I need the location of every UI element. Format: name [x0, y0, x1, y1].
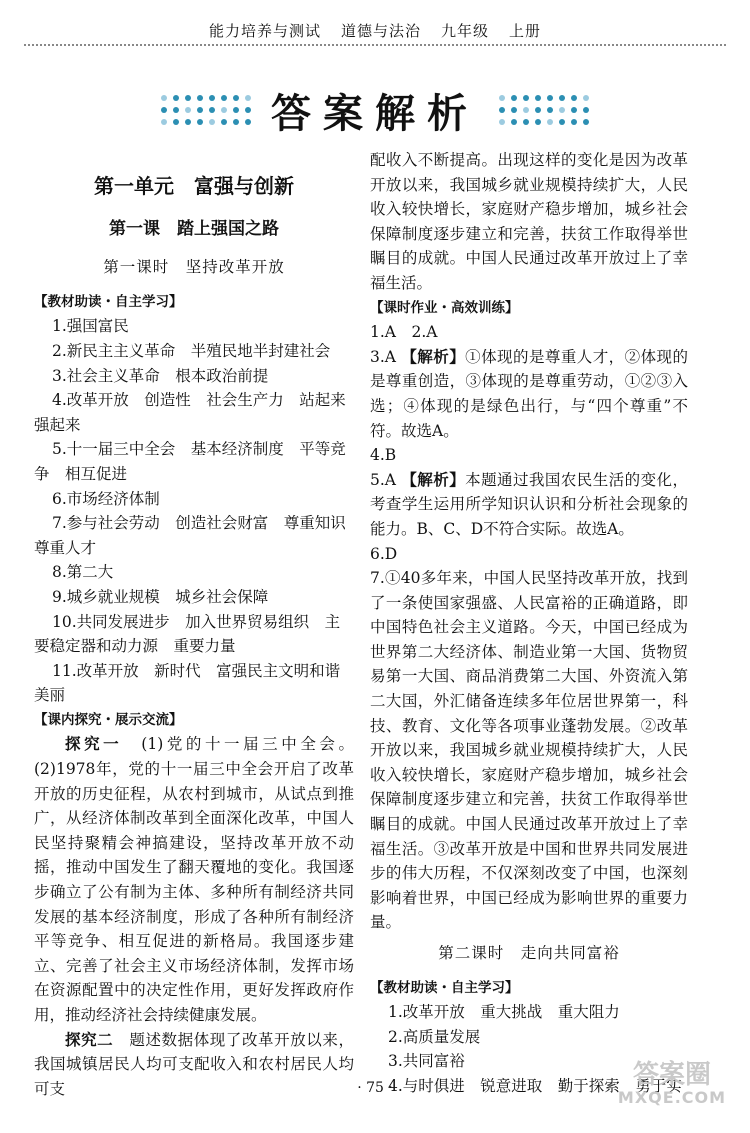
answer-3-choice: 3.A	[370, 347, 396, 366]
answer-4: 4.B	[370, 446, 397, 465]
answer-5	[370, 468, 688, 542]
answer-6: 6.D	[370, 544, 398, 563]
explore-one-text: (1)党的十一届三中全会。(2)1978年，党的十一届三中全会开启了改革开放的历史征程，从农村到城市，从试点到推广，从经济体制改革到全面深化改革，中国人民坚持聚精会神搞建设，坚持改革开放不动摇，推动中国发生了翻天覆地的变化。我国逐步确立了公有制为主体、多种所有制经济共同发展的基本经济制度，形成了各种所有制经济平等竞争、相互促进的新格局。我国逐步建立、完善了社会主义市场经济体制，发挥市场在资源配置中的决定性作用，更好发挥政府作用，推动经济社会持续健康发展。	[34, 735, 354, 1024]
answer-line: 8.第二大	[52, 563, 114, 582]
lesson-title: 第一课 踏上强国之路	[109, 218, 279, 239]
answer-line: 4.与时俱进 锐意进取 勤于探索 勇于实	[388, 1076, 682, 1095]
answer-line: 11.改革开放 新时代 富强民主文明和谐	[52, 661, 341, 680]
answer-line: 3.社会主义革命 根本政治前提	[52, 366, 269, 385]
header-book: 能力培养与测试	[203, 22, 327, 40]
answer-3-text: ①体现的是尊重人才，②体现的是尊重创造，③体现的是尊重劳动，①②③入选；④体现的是绿色出行，与“四个尊重”不符。故选A。	[370, 347, 688, 440]
dot-pattern-right	[497, 93, 591, 127]
header-subject: 道德与法治	[335, 22, 427, 40]
answer-line: 3.共同富裕	[388, 1052, 465, 1071]
period-two-title: 第二课时 走向共同富裕	[438, 944, 620, 962]
explore-two-text: 题述数据体现了改革开放以来，我国城镇居民人均可支配收入和农村居民人均可支	[34, 1030, 354, 1098]
explore-two-label: 探究二	[65, 1029, 114, 1049]
analysis-tag: 【解析】	[401, 346, 466, 366]
page-number: · 75 ·	[357, 1080, 393, 1096]
page-title: 答案解析	[271, 90, 479, 137]
answer-line: 尊重人才	[34, 538, 97, 557]
section-heading-homework: 【课时作业・高效训练】	[370, 299, 519, 316]
running-header	[0, 20, 750, 41]
answer-line: 6.市场经济体制	[52, 489, 160, 508]
left-column	[34, 148, 354, 1101]
answer-line: 2.新民主主义革命 半殖民地半封建社会	[52, 341, 331, 360]
answer-line: 争 相互促进	[34, 464, 128, 483]
answer-line: 1.强国富民	[52, 317, 129, 336]
answer-line: 7.参与社会劳动 创造社会财富 尊重知识	[52, 514, 346, 533]
answer-7: 7.①40多年来，中国人民坚持改革开放，找到了一条使国家强盛、人民富裕的正确道路，即中国特色社会主义道路。今天，中国已经成为世界第二大经济体、制造业第一大国、货物贸易第一大国、商品消费第二大国、外资流入第二大国，外汇储备连续多年位居世界第一，科技、教育、文化等各项事业蓬勃发展。②改革开放以来，我国城乡就业规模持续扩大，人民收入较快增长，家庭财产稳步增加，城乡社会保障制度逐步建立和完善，扶贫工作取得举世瞩目的成就。中国人民通过改革开放过上了幸福生活。③改革开放是中国和世界共同发展进步的伟大历程，不仅深刻改变了中国，也深刻影响着世界，中国已经成为影响世界的重要力量。	[370, 569, 688, 932]
explore-one-label: 探究一	[65, 734, 123, 754]
continued-text: 配收入不断提高。出现这样的变化是因为改革开放以来，我国城乡就业规模持续扩大，人民收入较快增长，家庭财产稳步增加，城乡社会保障制度逐步建立和完善，扶贫工作取得举世瞩目的成就。中国人民通过改革开放过上了幸福生活。	[370, 151, 688, 292]
answer-line: 9.城乡就业规模 城乡社会保障	[52, 587, 269, 606]
explore-one	[34, 732, 354, 1027]
section-heading-explore: 【课内探究・展示交流】	[34, 711, 183, 728]
answer-5-text: 本题通过我国农民生活的变化，考查学生运用所学知识认识和分析社会现象的能力。B、C、D不符合实际。故选A。	[370, 470, 688, 538]
answer-5-choice: 5.A	[370, 470, 396, 489]
answer-1-2: 1.A 2.A	[370, 323, 438, 342]
answer-line: 2.高质量发展	[388, 1027, 481, 1046]
dot-pattern-left	[159, 93, 253, 127]
watermark-bottom: MXQE.COM	[617, 1088, 727, 1107]
answer-line: 要稳定器和动力源 重要力量	[34, 637, 236, 656]
answer-line: 1.改革开放 重大挑战 重大阻力	[388, 1003, 620, 1022]
analysis-tag: 【解析】	[401, 469, 466, 489]
period-title: 第一课时 坚持改革开放	[103, 258, 285, 277]
answer-line: 4.改革开放 创造性 社会生产力 站起来	[52, 391, 346, 410]
header-volume: 上册	[503, 22, 547, 40]
right-column	[370, 148, 688, 1099]
watermark-logo	[612, 1061, 732, 1111]
answer-line: 10.共同发展进步 加入世界贸易组织 主	[52, 612, 341, 631]
section-heading-guide-2: 【教材助读・自主学习】	[370, 979, 519, 996]
section-heading-guide: 【教材助读・自主学习】	[34, 293, 183, 310]
watermark-top: 答案圈	[632, 1060, 711, 1090]
header-rule	[24, 44, 726, 46]
answer-line: 5.十一届三中全会 基本经济制度 平等竞	[52, 440, 346, 459]
answer-line: 强起来	[34, 415, 81, 434]
header-grade: 九年级	[435, 22, 495, 40]
answer-line: 美丽	[34, 686, 66, 705]
unit-title: 第一单元 富强与创新	[94, 174, 294, 198]
title-banner	[0, 80, 750, 140]
answer-3	[370, 345, 688, 443]
